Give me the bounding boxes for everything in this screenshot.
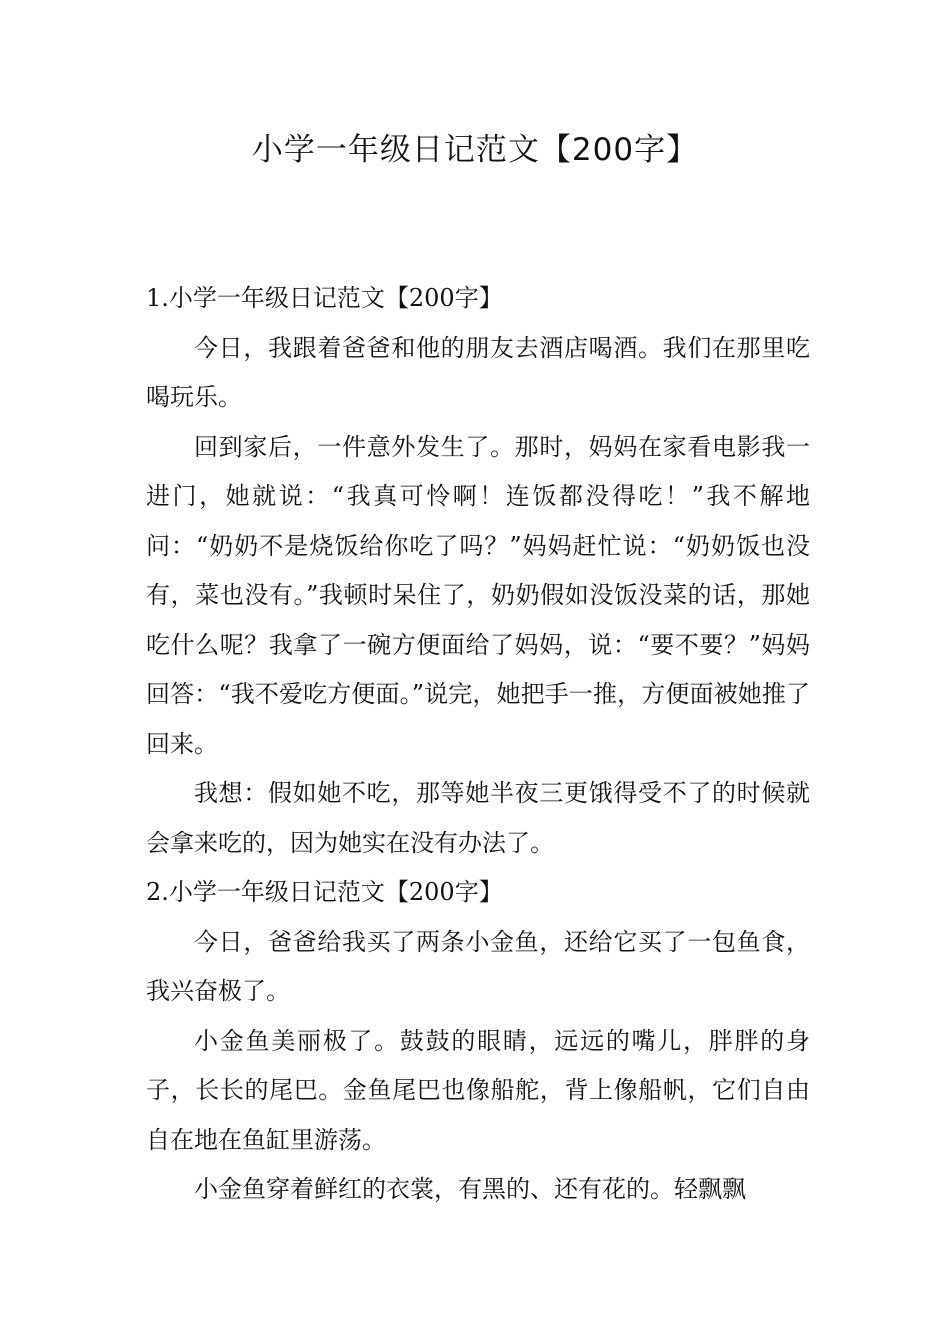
- body-paragraph: 小金鱼美丽极了。鼓鼓的眼睛，远远的嘴儿，胖胖的身子，长长的尾巴。金鱼尾巴也像船舵，背上像船帆，它们自由自在地在鱼缸里游荡。: [146, 1026, 810, 1154]
- body-paragraph: 我想：假如她不吃，那等她半夜三更饿得受不了的时候就会拿来吃的，因为她实在没有办法了。: [146, 779, 810, 857]
- body-paragraph: 今日，爸爸给我买了两条小金鱼，还给它买了一包鱼食，我兴奋极了。: [146, 927, 810, 1005]
- section-heading: 2.小学一年级日记范文【200字】: [146, 878, 503, 906]
- section-heading: 1.小学一年级日记范文【200字】: [146, 284, 503, 312]
- document-body: [146, 274, 810, 1215]
- body-paragraph: 回到家后，一件意外发生了。那时，妈妈在家看电影我一进门，她就说：“我真可怜啊！连饭都没得吃！”我不解地问：“奶奶不是烧饭给你吃了吗？”妈妈赶忙说：“奶奶饭也没有，菜也没有。”我顿时呆住了，奶奶假如没饭没菜的话，那她吃什么呢？我拿了一碗方便面给了妈妈，说：“要不要？”妈妈回答：“我不爱吃方便面。”说完，她把手一推，方便面被她推了回来。: [146, 432, 810, 758]
- body-paragraph: 今日，我跟着爸爸和他的朋友去酒店喝酒。我们在那里吃喝玩乐。: [146, 333, 810, 411]
- document-title: 小学一年级日记范文【200字】: [251, 132, 699, 168]
- body-paragraph: 小金鱼穿着鲜红的衣裳，有黑的、还有花的。轻飘飘: [194, 1175, 746, 1203]
